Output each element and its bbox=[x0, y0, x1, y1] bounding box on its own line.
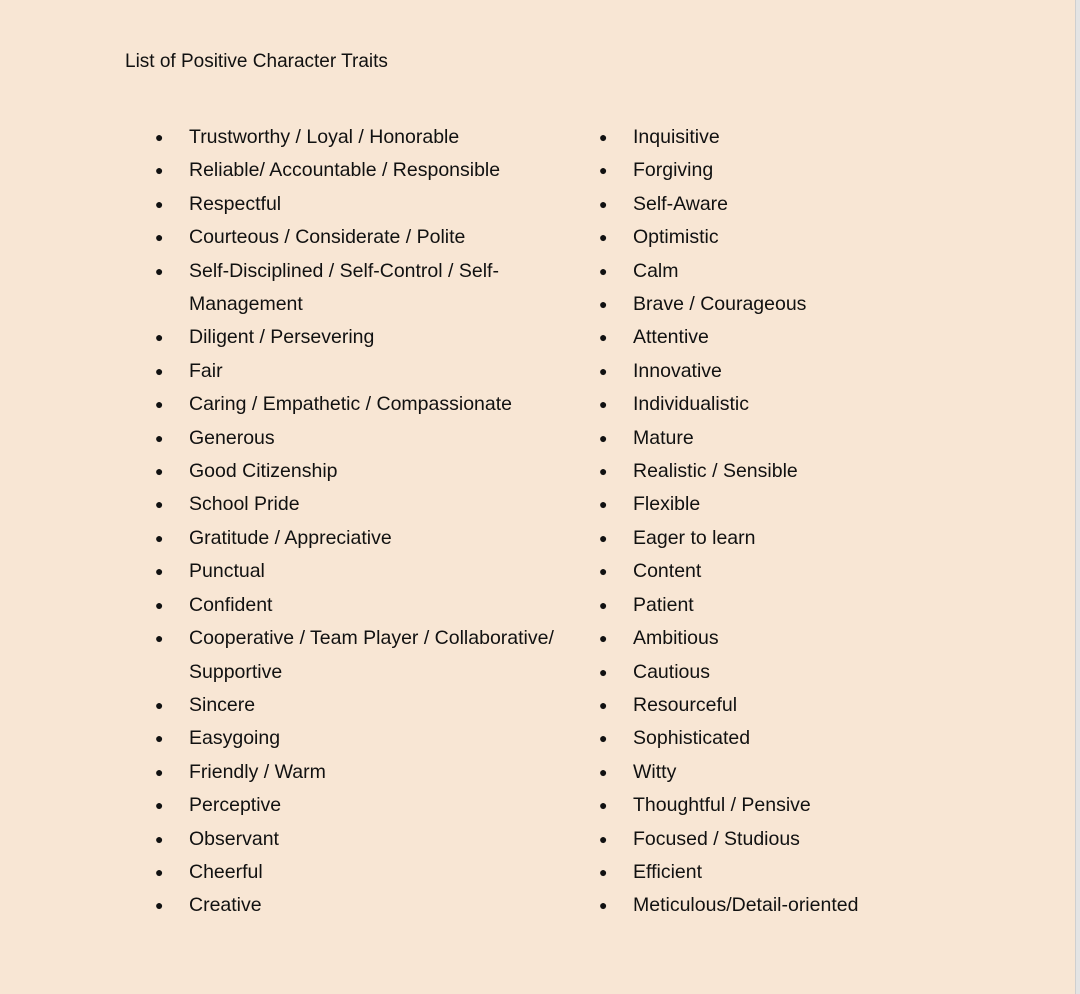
trait-list-item bbox=[599, 422, 1019, 455]
trait-label: Cooperative / Team Player / Collaborative/ Supportive bbox=[189, 627, 554, 683]
trait-label: Good Citizenship bbox=[189, 460, 338, 483]
trait-list-item bbox=[599, 889, 1019, 922]
trait-label: Individualistic bbox=[633, 393, 749, 416]
trait-label: Cheerful bbox=[189, 860, 263, 883]
trait-label: Calm bbox=[633, 259, 679, 282]
trait-label: Gratitude / Appreciative bbox=[189, 526, 392, 549]
bullet-icon: ● bbox=[155, 529, 164, 546]
trait-label: Flexible bbox=[633, 493, 701, 516]
trait-list-item bbox=[155, 823, 555, 856]
bullet-icon: ● bbox=[155, 396, 164, 413]
bullet-icon: ● bbox=[155, 463, 164, 480]
bullet-icon: ● bbox=[155, 563, 164, 580]
trait-list-item bbox=[155, 722, 555, 755]
document-title: List of Positive Character Traits bbox=[125, 51, 388, 72]
trait-label: Attentive bbox=[633, 326, 709, 349]
trait-label: Fair bbox=[189, 359, 223, 382]
trait-list-item bbox=[599, 388, 1019, 421]
bullet-icon: ● bbox=[155, 262, 164, 279]
trait-list-item bbox=[155, 188, 555, 221]
trait-list-item bbox=[599, 823, 1019, 856]
trait-list-item bbox=[599, 689, 1019, 722]
trait-label: Trustworthy / Loyal / Honorable bbox=[189, 126, 460, 148]
trait-list-item bbox=[155, 488, 555, 521]
trait-list-item bbox=[155, 589, 555, 622]
bullet-icon: ● bbox=[155, 362, 164, 379]
trait-list-item bbox=[599, 622, 1019, 655]
bullet-icon: ● bbox=[155, 162, 164, 179]
bullet-icon: ● bbox=[155, 496, 164, 513]
trait-label: Self-Aware bbox=[633, 192, 729, 215]
trait-list-item bbox=[599, 355, 1019, 388]
bullet-icon: ● bbox=[155, 696, 164, 713]
trait-label: Mature bbox=[633, 426, 694, 449]
trait-list-item bbox=[599, 154, 1019, 187]
trait-label: Perceptive bbox=[189, 794, 282, 817]
bullet-icon: ● bbox=[599, 563, 608, 580]
trait-list-item bbox=[155, 889, 555, 922]
bullet-icon: ● bbox=[155, 596, 164, 613]
bullet-icon: ● bbox=[599, 763, 608, 780]
trait-list-item bbox=[155, 622, 555, 689]
bullet-icon: ● bbox=[155, 797, 164, 814]
bullet-icon: ● bbox=[155, 763, 164, 780]
trait-label: Realistic / Sensible bbox=[633, 460, 798, 483]
trait-list-item bbox=[155, 522, 555, 555]
bullet-icon: ● bbox=[599, 362, 608, 379]
trait-label: Brave / Courageous bbox=[633, 293, 807, 316]
trait-list-item bbox=[599, 856, 1019, 889]
trait-list-item bbox=[599, 488, 1019, 521]
trait-label: Self-Disciplined / Self-Control / Self-Management bbox=[189, 259, 499, 316]
bullet-icon: ● bbox=[155, 730, 164, 747]
trait-list-item bbox=[599, 321, 1019, 354]
trait-list-item bbox=[155, 856, 555, 889]
trait-label: Courteous / Considerate / Polite bbox=[189, 226, 466, 249]
bullet-icon: ● bbox=[599, 129, 608, 145]
trait-list-item bbox=[155, 555, 555, 588]
trait-list-item bbox=[599, 789, 1019, 822]
trait-list-item bbox=[599, 221, 1019, 254]
trait-list-item bbox=[155, 388, 555, 421]
trait-label: Optimistic bbox=[633, 226, 719, 249]
trait-list-item bbox=[155, 255, 555, 322]
trait-list-item bbox=[155, 321, 555, 354]
bullet-icon: ● bbox=[155, 195, 164, 212]
trait-label: Cautious bbox=[633, 660, 710, 683]
trait-label: Eager to learn bbox=[633, 526, 756, 549]
trait-label: Innovative bbox=[633, 359, 722, 382]
bullet-icon: ● bbox=[599, 296, 608, 313]
trait-list-item bbox=[599, 188, 1019, 221]
bullet-icon: ● bbox=[599, 663, 608, 680]
trait-list-item bbox=[599, 656, 1019, 689]
bullet-icon: ● bbox=[599, 463, 608, 480]
trait-list-item bbox=[155, 422, 555, 455]
trait-list-item bbox=[599, 722, 1019, 755]
bullet-icon: ● bbox=[599, 863, 608, 880]
bullet-icon: ● bbox=[599, 596, 608, 613]
bullet-icon: ● bbox=[155, 630, 164, 647]
bullet-icon: ● bbox=[155, 863, 164, 880]
trait-list-item bbox=[155, 756, 555, 789]
trait-label: Content bbox=[633, 560, 702, 583]
bullet-icon: ● bbox=[599, 262, 608, 279]
bullet-icon: ● bbox=[599, 830, 608, 847]
trait-list-item bbox=[155, 789, 555, 822]
bullet-icon: ● bbox=[155, 229, 164, 246]
trait-label: Ambitious bbox=[633, 627, 719, 650]
trait-label: Creative bbox=[189, 894, 262, 917]
trait-label: Inquisitive bbox=[633, 126, 720, 148]
bullet-icon: ● bbox=[599, 730, 608, 747]
trait-list-right bbox=[599, 121, 1019, 923]
trait-list-item bbox=[599, 756, 1019, 789]
trait-label: Sincere bbox=[189, 693, 256, 716]
trait-label: Thoughtful / Pensive bbox=[633, 794, 811, 817]
trait-label: Patient bbox=[633, 593, 694, 616]
bullet-icon: ● bbox=[155, 830, 164, 847]
trait-list-item bbox=[599, 522, 1019, 555]
trait-list-item bbox=[155, 355, 555, 388]
trait-label: Confident bbox=[189, 593, 273, 616]
page-edge-divider bbox=[1075, 0, 1080, 994]
trait-list-item bbox=[599, 589, 1019, 622]
trait-label: Diligent / Persevering bbox=[189, 326, 375, 349]
trait-label: Observant bbox=[189, 827, 279, 850]
bullet-icon: ● bbox=[599, 396, 608, 413]
bullet-icon: ● bbox=[599, 329, 608, 346]
trait-list-item bbox=[155, 121, 555, 154]
trait-label: Easygoing bbox=[189, 727, 281, 750]
bullet-icon: ● bbox=[599, 797, 608, 814]
trait-list-item bbox=[599, 288, 1019, 321]
trait-list-item bbox=[155, 154, 555, 187]
trait-list-item bbox=[599, 455, 1019, 488]
trait-label: Punctual bbox=[189, 560, 265, 583]
bullet-icon: ● bbox=[155, 429, 164, 446]
bullet-icon: ● bbox=[599, 229, 608, 246]
trait-label: Sophisticated bbox=[633, 727, 751, 750]
trait-label: Witty bbox=[633, 760, 677, 783]
bullet-icon: ● bbox=[155, 129, 164, 145]
bullet-icon: ● bbox=[155, 329, 164, 346]
trait-label: Respectful bbox=[189, 192, 282, 215]
trait-list-item bbox=[155, 455, 555, 488]
trait-label: Generous bbox=[189, 426, 275, 449]
trait-label: Friendly / Warm bbox=[189, 760, 326, 783]
bullet-icon: ● bbox=[599, 496, 608, 513]
trait-label: Efficient bbox=[633, 860, 703, 883]
trait-list-left bbox=[155, 121, 555, 923]
trait-list-item bbox=[599, 255, 1019, 288]
trait-label: Reliable/ Accountable / Responsible bbox=[189, 159, 501, 182]
bullet-icon: ● bbox=[599, 529, 608, 546]
trait-list-item bbox=[155, 221, 555, 254]
trait-label: Caring / Empathetic / Compassionate bbox=[189, 393, 512, 416]
bullet-icon: ● bbox=[599, 897, 608, 914]
bullet-icon: ● bbox=[599, 195, 608, 212]
bullet-icon: ● bbox=[599, 429, 608, 446]
trait-list-item bbox=[599, 121, 1019, 154]
bullet-icon: ● bbox=[599, 696, 608, 713]
trait-label: Resourceful bbox=[633, 693, 738, 716]
bullet-icon: ● bbox=[155, 897, 164, 914]
trait-label: Forgiving bbox=[633, 159, 714, 182]
trait-label: Meticulous/Detail-oriented bbox=[633, 894, 859, 917]
trait-list-item bbox=[599, 555, 1019, 588]
trait-label: School Pride bbox=[189, 493, 300, 516]
trait-list-item bbox=[155, 689, 555, 722]
trait-label: Focused / Studious bbox=[633, 827, 800, 850]
bullet-icon: ● bbox=[599, 630, 608, 647]
bullet-icon: ● bbox=[599, 162, 608, 179]
